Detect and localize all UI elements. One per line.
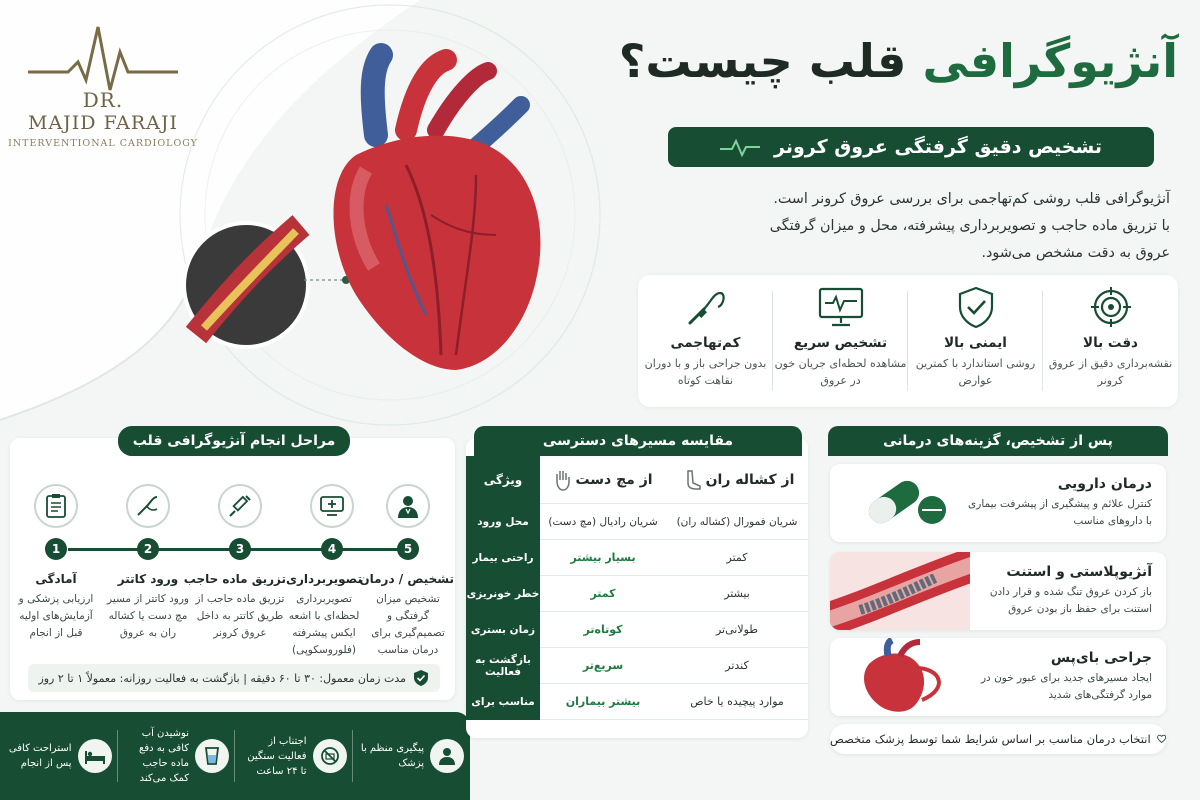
doctor-icon	[396, 493, 420, 519]
features-strip	[638, 275, 1178, 407]
treatment-desc: باز کردن عروق تنگ شده و قرار دادن استنت برای حفظ باز بودن عروق	[989, 586, 1152, 615]
table-row	[466, 504, 808, 540]
stent-icon	[830, 552, 970, 630]
treatment-desc: ایجاد مسیرهای جدید برای عبور خون در موارد گرفتگی‌های شدید	[980, 672, 1152, 701]
cell-groin: کندتر	[666, 648, 808, 684]
column-wrist	[540, 456, 666, 504]
feature-fast-diagnosis	[773, 275, 908, 407]
tip-drink-water	[118, 712, 236, 800]
comparison-title: مقایسه مسیرهای دسترسی	[474, 426, 802, 456]
cell-groin: موارد پیچیده یا خاص	[666, 684, 808, 720]
duration-text: مدت زمان معمول: ۳۰ تا ۶۰ دقیقه | بازگشت به فعالیت روزانه: معمولاً ۱ تا ۲ روز	[38, 671, 406, 685]
feature-title: تشخیص سریع	[793, 335, 888, 351]
step-4-icon-circle	[310, 484, 354, 528]
feature-desc: روشی استاندارد با کمترین عوارض	[915, 357, 1036, 387]
feature-title: دقت بالا	[1083, 335, 1138, 351]
doctor-icon	[437, 746, 457, 766]
column-wrist-label: از مچ دست	[575, 471, 653, 488]
step-desc: تزریق ماده حاجب از طریق کاتتر به داخل عروق کرونر	[195, 593, 285, 639]
column-groin-label: از کشاله ران	[705, 471, 795, 488]
shield-check-icon	[954, 285, 998, 329]
cell-groin: طولانی‌تر	[666, 612, 808, 648]
cell-feature: راحتی بیمار	[466, 540, 540, 576]
hand-icon	[553, 469, 571, 491]
page-title	[619, 34, 1178, 88]
step-number: 2	[137, 538, 159, 560]
steps-panel	[10, 433, 455, 700]
treatment-text	[962, 564, 1152, 618]
title-highlight: آنژیوگرافی	[922, 34, 1178, 88]
table-row	[466, 540, 808, 576]
tip-text: نوشیدن آب کافی به دفع ماده حاجب کمک می‌کند	[139, 728, 189, 784]
no-lifting-icon	[320, 746, 340, 766]
water-glass-icon	[203, 746, 221, 766]
foot-icon	[680, 469, 702, 491]
treatment-card-stent	[830, 552, 1166, 630]
treatment-title-text: جراحی بای‌پس	[1050, 650, 1152, 666]
cell-groin: بیشتر	[666, 576, 808, 612]
step-title: ورود کاتتر	[117, 572, 179, 586]
treatment-note	[830, 724, 1166, 754]
step-3-icon-circle	[218, 484, 262, 528]
treatment-text	[962, 476, 1152, 530]
step-number: 4	[321, 538, 343, 560]
treatment-card-bypass	[830, 638, 1166, 716]
target-icon	[1089, 285, 1133, 329]
brand-logo	[8, 22, 198, 172]
cell-wrist: کمتر	[540, 576, 666, 612]
treatment-title-text: درمان دارویی	[1057, 476, 1152, 492]
tip-text: استراحت کافی پس از انجام	[8, 743, 72, 769]
heart-illustration	[176, 35, 606, 405]
step-desc: ارزیابی پزشکی و آزمایش‌های اولیه قبل از انجام	[18, 593, 94, 639]
cell-groin: شریان فمورال (کشاله ران)	[666, 504, 808, 540]
bypass-heart-icon	[830, 638, 970, 716]
step-3-text	[183, 572, 286, 642]
doctor-name: MAJID FARAJI	[28, 112, 178, 134]
step-5-text	[359, 572, 454, 659]
clipboard-icon	[44, 493, 68, 519]
cell-feature: مناسب برای	[466, 684, 540, 720]
ecg-line-icon	[720, 137, 760, 157]
access-comparison-panel	[466, 433, 808, 738]
shield-check-icon	[412, 669, 430, 687]
intro-line: آنژیوگرافی قلب روشی کم‌تهاجمی برای بررسی عروق کرونر است.	[773, 191, 1170, 207]
step-desc: ورود کاتتر از مسیر مچ دست یا کشاله ران به عروق	[107, 593, 189, 639]
feature-desc: مشاهده لحظه‌ای جریان خون در عروق	[774, 357, 907, 387]
treatment-title-text: آنژیوپلاستی و استنت	[1006, 564, 1152, 580]
table-row	[466, 612, 808, 648]
title-rest: قلب چیست؟	[618, 34, 907, 88]
monitor-plus-icon	[319, 494, 345, 518]
step-number: 3	[229, 538, 251, 560]
catheter-icon	[135, 493, 161, 519]
pills-icon	[830, 464, 970, 542]
feature-minimally-invasive	[638, 275, 773, 407]
care-tips-bar	[0, 712, 470, 800]
cell-groin: کمتر	[666, 540, 808, 576]
tip-text: پیگیری منظم با پزشک	[360, 743, 424, 769]
treatment-desc: کنترل علائم و پیشگیری از پیشرفت بیماری با داروهای مناسب	[968, 498, 1152, 527]
step-1-text	[10, 572, 102, 642]
monitor-pulse-icon	[817, 285, 865, 329]
intro-line: با تزریق ماده حاجب و تصویربرداری پیشرفته، محل و میزان گرفتگی	[769, 218, 1170, 234]
tip-rest	[0, 712, 118, 800]
treatment-note-text: انتخاب درمان مناسب بر اساس شرایط شما توسط پزشک متخصص	[830, 732, 1151, 746]
feature-accuracy	[1043, 275, 1178, 407]
cell-wrist: بیشتر بیماران	[540, 684, 666, 720]
step-2-text	[102, 572, 194, 642]
subtitle-banner	[668, 127, 1154, 167]
cell-wrist: کوتاه‌تر	[540, 612, 666, 648]
treatment-text	[962, 650, 1152, 704]
cell-feature: بازگشت به فعالیت	[466, 648, 540, 684]
step-number: 5	[397, 538, 419, 560]
steps-title: مراحل انجام آنژیوگرافی قلب	[118, 426, 350, 456]
intro-line: عروق به دقت مشخص می‌شود.	[981, 245, 1170, 261]
doctor-specialty: INTERVENTIONAL CARDIOLOGY	[8, 138, 198, 149]
cell-wrist: شریان رادیال (مچ دست)	[540, 504, 666, 540]
step-1-icon-circle	[34, 484, 78, 528]
artery-zoom-icon	[184, 223, 350, 347]
syringe-icon	[227, 493, 253, 519]
tip-text: اجتناب از فعالیت سنگین تا ۲۴ ساعت	[247, 735, 307, 777]
feature-title: ایمنی بالا	[944, 335, 1007, 351]
step-desc: تشخیص میزان گرفتگی و تصمیم‌گیری برای درمان مناسب	[371, 593, 445, 656]
intro-text	[650, 186, 1170, 267]
step-5-icon-circle	[386, 484, 430, 528]
cell-feature: محل ورود	[466, 504, 540, 540]
column-groin	[666, 456, 808, 504]
table-row	[466, 684, 808, 720]
treatment-title: پس از تشخیص، گزینه‌های درمانی	[828, 426, 1168, 456]
step-title: آمادگی	[35, 572, 77, 586]
step-title: تشخیص / درمان	[359, 572, 454, 586]
feature-safety	[908, 275, 1043, 407]
bed-icon	[84, 747, 106, 765]
treatment-options-panel	[820, 433, 1176, 760]
feature-desc: نقشه‌برداری دقیق از عروق کرونر	[1048, 357, 1173, 387]
ecg-logo-icon	[28, 22, 178, 92]
step-desc: تصویربرداری لحظه‌ای با اشعه ایکس پیشرفته (فلوروسکوپی)	[288, 593, 360, 656]
treatment-card-medication	[830, 464, 1166, 542]
cell-feature: خطر خونریزی	[466, 576, 540, 612]
tip-no-heavy-activity	[235, 712, 353, 800]
feature-title: کم‌تهاجمی	[670, 335, 741, 351]
comparison-header	[466, 456, 808, 504]
feature-desc: بدون جراحی باز و با دوران نقاهت کوتاه	[644, 357, 767, 387]
tip-follow-up	[353, 712, 471, 800]
subtitle-text: تشخیص دقیق گرفتگی عروق کرونر	[774, 136, 1102, 158]
step-4-text	[278, 572, 370, 659]
cell-wrist: سریع‌تر	[540, 648, 666, 684]
table-row	[466, 576, 808, 612]
cell-wrist: بسیار بیشتر	[540, 540, 666, 576]
duration-bar	[28, 664, 440, 692]
table-row	[466, 648, 808, 684]
step-number: 1	[45, 538, 67, 560]
cell-feature: زمان بستری	[466, 612, 540, 648]
catheter-icon	[684, 285, 728, 329]
doctor-prefix: DR.	[82, 88, 124, 112]
step-2-icon-circle	[126, 484, 170, 528]
step-title: تصویربرداری	[286, 572, 362, 586]
heart-outline-icon	[1157, 731, 1166, 747]
step-title: تزریق ماده حاجب	[183, 572, 286, 586]
column-feature: ویژگی	[466, 456, 540, 504]
